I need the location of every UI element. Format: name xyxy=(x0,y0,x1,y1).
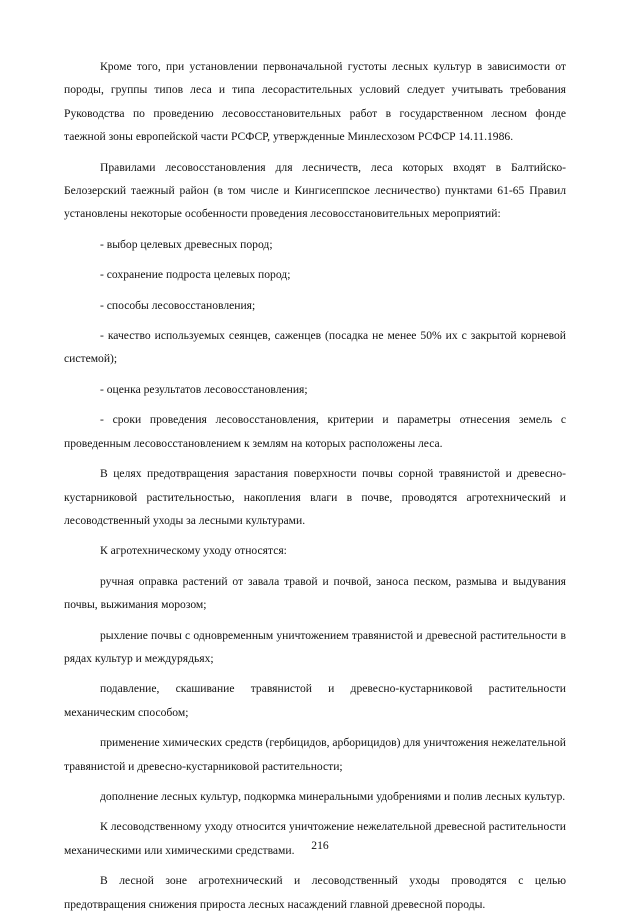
paragraph-initial-density: Кроме того, при установлении первоначальной густоты лесных культур в зависимости от породы, группы типов леса и типа лесорастительных условий следует учитывать требования Руководства по проведению лесовосстановительных работ в государственном лесном фонде таежной зоны европейской части РСФСР, утвержденные Минлесхозом РСФСР 14.11.1986. xyxy=(64,60,566,144)
paragraph-care-purpose: В целях предотвращения зарастания поверхности почвы сорной травянистой и древесно-кустарниковой растительностью, накопления влаги в почве, проводятся агротехнический и лесоводственный уходы за лесными культурами. xyxy=(64,467,566,527)
page-number: 216 xyxy=(311,839,329,852)
paragraph-silvicultural-care: К лесоводственному уходу относится уничтожение нежелательной древесной растительности механическими или химическими средствами. xyxy=(64,820,566,857)
paragraph-agrotechnical-heading: К агротехническому уходу относятся: xyxy=(100,544,287,558)
list-item-target-species: - выбор целевых древесных пород; xyxy=(100,237,273,251)
list-item-assessment: - оценка результатов лесовосстановления; xyxy=(100,382,308,396)
list-item-timing-criteria: - сроки проведения лесовосстановления, критерии и параметры отнесения земель с проведенным лесовосстановлением к землям на которых расположены леса. xyxy=(64,413,566,450)
paragraph-soil-loosening: рыхление почвы с одновременным уничтожением травянистой и древесной растительности в рядах культур и междурядьях; xyxy=(64,628,566,665)
paragraph-reforestation-rules: Правилами лесовосстановления для лесничеств, леса которых входят в Балтийско-Белозерский таежный район (в том числе и Кингисеппское лесничество) пунктами 61-65 Правил установлены некоторые особенности проведения лесовосстановительных мероприятий: xyxy=(64,160,566,221)
list-item-methods: - способы лесовосстановления; xyxy=(100,298,256,312)
paragraph-chemicals: применение химических средств (гербицидов, арборицидов) для уничтожения нежелательной травянистой и древесно-кустарниковой растительности; xyxy=(64,736,566,773)
list-item-seedling-quality: - качество используемых сеянцев, саженцев (посадка не менее 50% их с закрытой корневой системой); xyxy=(64,329,566,366)
paragraph-forest-zone: В лесной зоне агротехнический и лесоводственный уходы проводятся с целью предотвращения снижения прироста лесных насаждений главной древесной породы. xyxy=(64,874,566,911)
document-page xyxy=(64,55,566,923)
paragraph-supplementing: дополнение лесных культур, подкормка минеральными удобрениями и полив лесных культур. xyxy=(100,789,566,803)
paragraph-manual-straightening: ручная оправка растений от завала травой и почвой, заноса песком, размыва и выдувания почвы, выжимания морозом; xyxy=(64,574,566,612)
paragraph-mowing: подавление, скашивание травянистой и древесно-кустарниковой растительности механическим способом; xyxy=(64,682,566,719)
list-item-undergrowth: - сохранение подроста целевых пород; xyxy=(100,268,291,282)
